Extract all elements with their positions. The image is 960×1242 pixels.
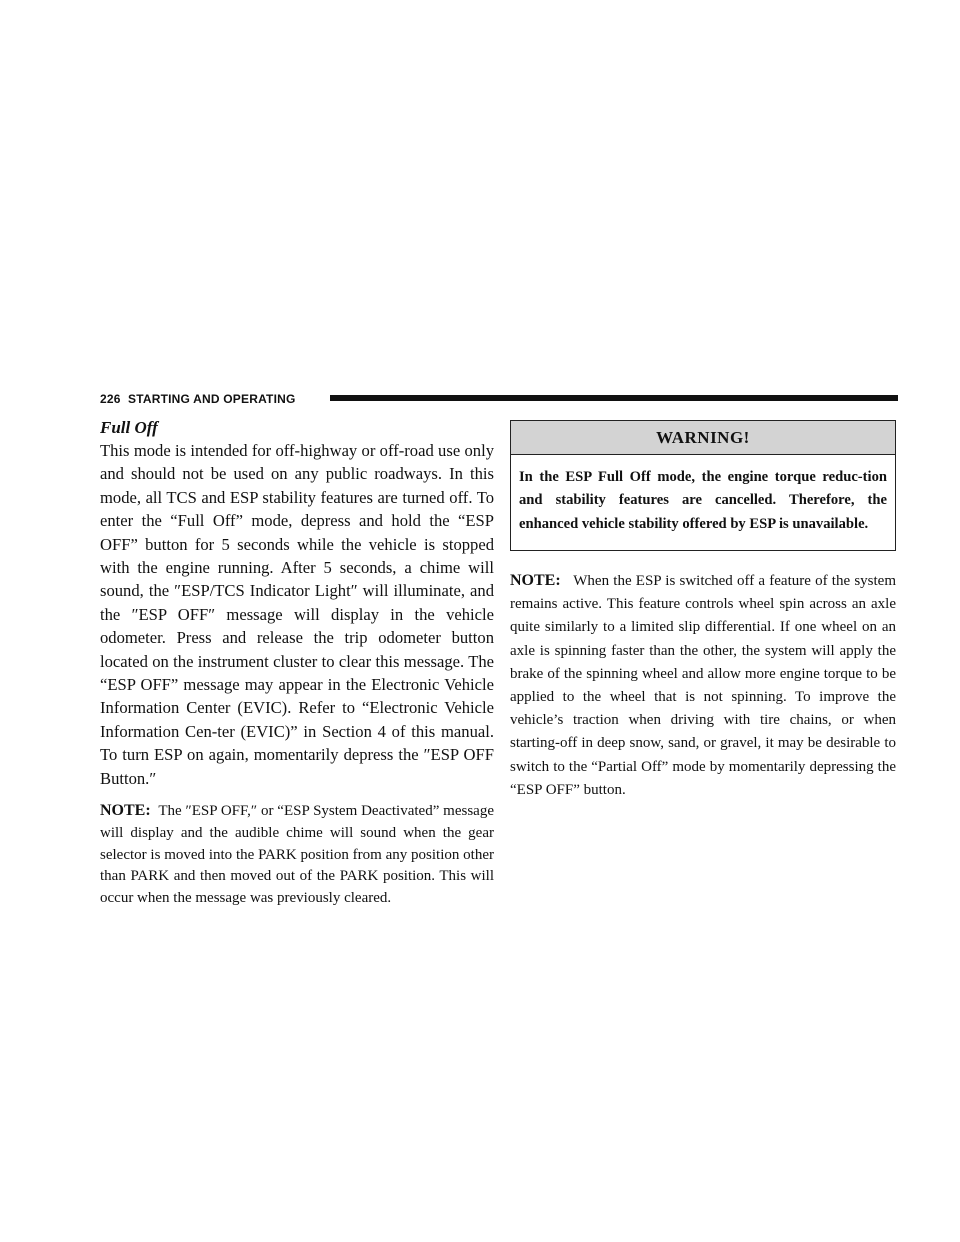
body-paragraph: This mode is intended for off-highway or off-road use only and should not be used on any public roadways. In this mode, all TCS and ESP stability features are turned off. To enter the “Full Off” mode, depress and hold the “ESP OFF” button for 5 seconds while the vehicle is stopped with the engine running. After 5 seconds, a chime will sound, the ″ESP/TCS Indicator Light″ will illuminate, and the ″ESP OFF″ message will display in the vehicle odometer. Press and release the trip odometer button located on the instrument cluster to clear this message. The “ESP OFF” message may appear in the Electronic Vehicle Information Center (EVIC). Refer to “Electronic Vehicle Information Cen-ter (EVIC)” in Section 4 of this manual. To turn ESP on again, momentarily depress the ″ESP OFF Button.″	[100, 441, 494, 788]
note-paragraph-right	[510, 569, 896, 802]
running-header	[100, 391, 898, 407]
header-rule	[330, 395, 898, 401]
page-number: 226	[100, 392, 121, 406]
note-text-right: When the ESP is switched off a feature of the system remains active. This feature controls wheel spin across an axle quite similarly to a limited slip differential. If one wheel on an axle is spinning faster than the other, the system will apply the brake of the spinning wheel and allow more engine torque to be applied to the wheel that is not spinning. To improve the vehicle’s traction when driving with tire chains, or when starting-off in deep snow, sand, or gravel, it may be desirable to switch to the “Partial Off” mode by momentarily depressing the “ESP OFF” button.	[510, 572, 896, 798]
warning-title: WARNING!	[511, 421, 895, 455]
section-heading: Full Off	[100, 418, 158, 437]
right-column	[510, 420, 896, 802]
warning-text: In the ESP Full Off mode, the engine torque reduc-tion and stability features are cancelled. Therefore, the enhanced vehicle stability offered by ESP is unavailable.	[519, 469, 887, 532]
left-column	[100, 416, 494, 910]
note-label: NOTE:	[100, 802, 151, 820]
note-text: The ″ESP OFF,″ or “ESP System Deactivated” message will display and the audible chime will sound when the gear selector is moved into the PARK position from any position other than PARK and then moved out of the PARK position. This will occur when the message was previously cleared.	[100, 803, 494, 906]
warning-box	[510, 420, 896, 551]
section-title: STARTING AND OPERATING	[128, 392, 296, 406]
note-label-right: NOTE:	[510, 571, 561, 589]
note-paragraph	[100, 800, 494, 910]
